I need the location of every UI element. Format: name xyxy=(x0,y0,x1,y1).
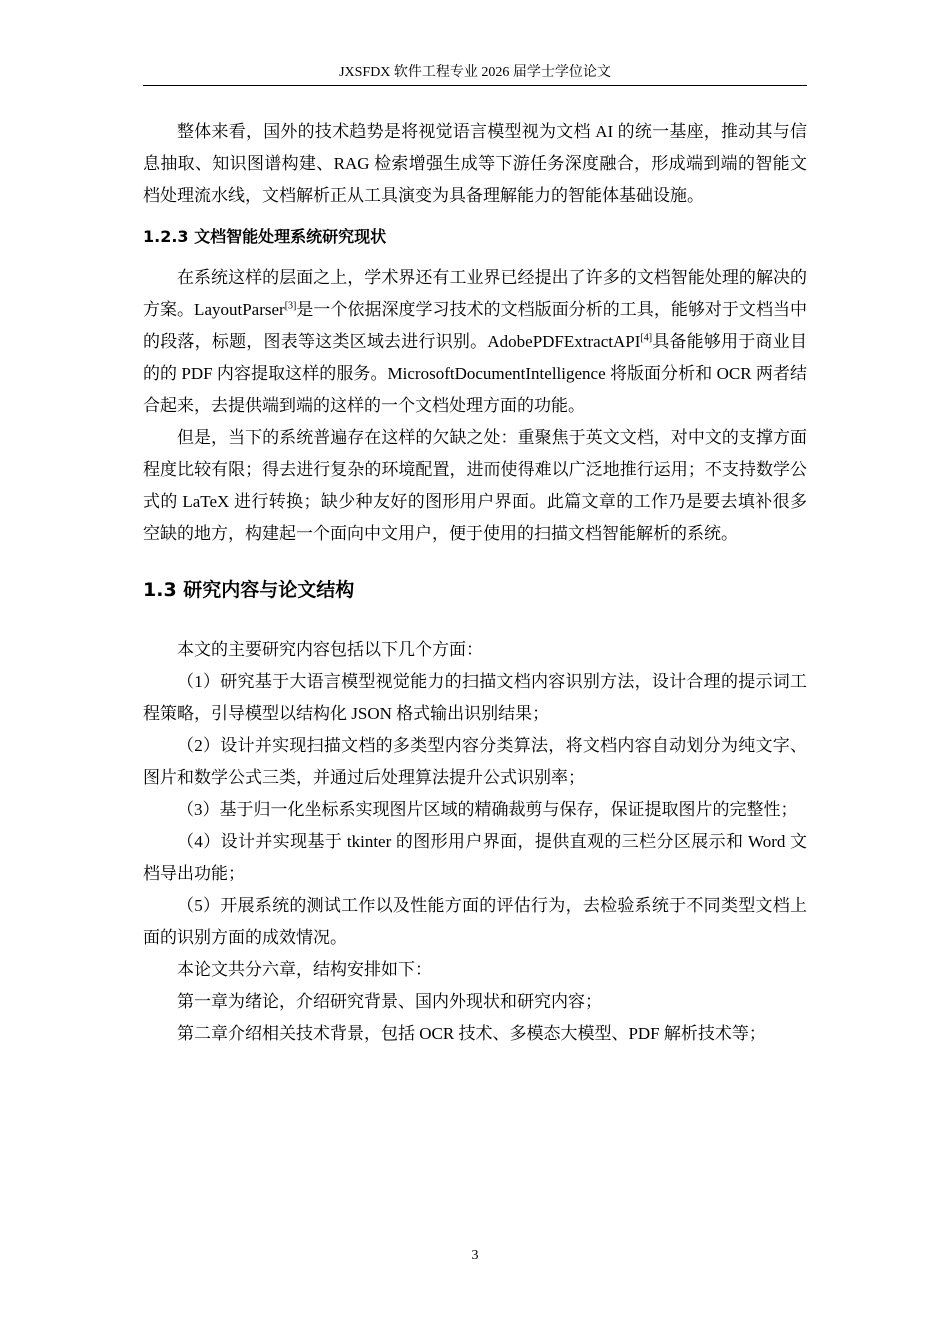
citation-ref-3: [3] xyxy=(284,300,297,312)
page-number: 3 xyxy=(471,1248,479,1263)
header-rule xyxy=(143,85,807,86)
text-fragment: 在系统这样的层面之上，学术界还有工业界已经提出了许多的文档智能处理的解决的方案。LayoutParser xyxy=(143,268,807,319)
paragraph-systems-survey xyxy=(143,262,807,422)
list-item: （1）研究基于大语言模型视觉能力的扫描文档内容识别方法，设计合理的提示词工程策略，引导模型以结构化 JSON 格式输出识别结果； xyxy=(143,672,807,723)
section-heading-1-3: 1.3 研究内容与论文结构 xyxy=(143,579,355,601)
page-body xyxy=(143,116,807,1050)
paragraph-structure-intro: 本论文共分六章，结构安排如下： xyxy=(177,960,432,979)
section-heading-1-2-3: 1.2.3 文档智能处理系统研究现状 xyxy=(143,227,387,246)
text-fragment: 是一个依据深度学习技术的文档版面分析的工具，能够对于文档当中的段落，标题，图表等这类区域去进行识别。AdobePDFExtractAPI xyxy=(143,300,807,351)
citation-ref-4: [4] xyxy=(640,332,653,344)
paragraph-overview: 整体来看，国外的技术趋势是将视觉语言模型视为文档 AI 的统一基座，推动其与信息抽取、知识图谱构建、RAG 检索增强生成等下游任务深度融合，形成端到端的智能文档处理流水线，文档解析正从工具演变为具备理解能力的智能体基础设施。 xyxy=(143,122,807,205)
text-fragment: 具备能够用于商业目的的 PDF 内容提取这样的服务。MicrosoftDocumentIntelligence 将版面分析和 OCR 两者结合起来，去提供端到端的这样的一个文档处理方面的功能。 xyxy=(143,332,807,415)
paragraph-limitations: 但是，当下的系统普遍存在这样的欠缺之处：重聚焦于英文文档，对中文的支撑方面程度比较有限；得去进行复杂的环境配置，进而使得难以广泛地推行运用；不支持数学公式的 LaTeX 进行转换；缺少种友好的图形用户界面。此篇文章的工作乃是要去填补很多空缺的地方，构建起一个面向中文用户，便于使用的扫描文档智能解析的系统。 xyxy=(143,428,807,543)
chapter-item: 第一章为绪论，介绍研究背景、国内外现状和研究内容； xyxy=(177,992,602,1011)
list-item: （3）基于归一化坐标系实现图片区域的精确裁剪与保存，保证提取图片的完整性； xyxy=(177,800,798,819)
list-item: （5）开展系统的测试工作以及性能方面的评估行为，去检验系统于不同类型文档上面的识别方面的成效情况。 xyxy=(143,896,807,947)
list-item: （2）设计并实现扫描文档的多类型内容分类算法，将文档内容自动划分为纯文字、图片和数学公式三类，并通过后处理算法提升公式识别率； xyxy=(143,736,807,787)
running-header: JXSFDX 软件工程专业 2026 届学士学位论文 xyxy=(339,65,611,80)
list-item: （4）设计并实现基于 tkinter 的图形用户界面，提供直观的三栏分区展示和 Word 文档导出功能； xyxy=(143,832,807,883)
paragraph-intro: 本文的主要研究内容包括以下几个方面： xyxy=(177,640,483,659)
chapter-item: 第二章介绍相关技术背景，包括 OCR 技术、多模态大模型、PDF 解析技术等； xyxy=(177,1024,766,1043)
